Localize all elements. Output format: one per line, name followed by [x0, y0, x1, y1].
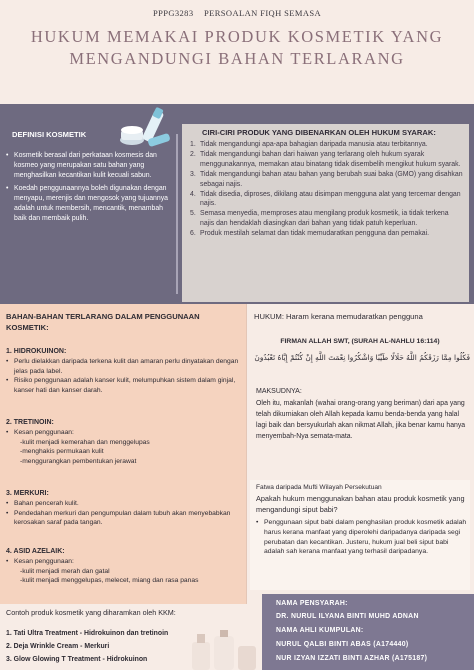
forbidden-ingredients-panel	[0, 304, 246, 604]
criteria-text: Tidak mengandungi bahan dari haiwan yang terlarang oleh hukum syarak menggunakannya, memakan atau binatang tidak disembelih mengikut hukum syarak.	[200, 150, 461, 168]
group-member: NUR IZYAN IZZATI BINTI AZHAR (A175187)	[276, 655, 428, 662]
ruling-heading: HUKUM: Haram kerana memudaratkan pengguna	[254, 312, 423, 321]
group-member: NURUL QALBI BINTI ABAS (A174440)	[276, 641, 409, 648]
fatwa-question: Apakah hukum menggunakan bahan atau produk kosmetik yang mengandungi siput babi?	[256, 494, 465, 514]
ingredient-line: -menggurangkan pembentukan jerawat	[20, 457, 137, 465]
divider-line	[176, 134, 178, 294]
ingredient-title: 2. TRETINOIN:	[6, 419, 54, 426]
example-item: 2. Deja Wrinkle Cream - Merkuri	[6, 643, 110, 650]
verse-meaning	[256, 388, 468, 442]
ingredient-title: 1. HIDROKUINON:	[6, 348, 67, 355]
criteria-item	[190, 170, 463, 190]
title-line-2: MENGANDUNGI BAHAN TERLARANG	[69, 49, 405, 68]
ingredient-line: • Kesan penggunaan:	[6, 557, 242, 567]
definition-list	[6, 151, 176, 224]
criteria-heading: CIRI-CIRI PRODUK YANG DIBENARKAN OLEH HUKUM SYARAK:	[202, 128, 436, 137]
criteria-text: Tidak disedia, diproses, dikilang atau disimpan mengguna alat yang tercemar dengan najis.	[200, 190, 461, 208]
criteria-list	[190, 140, 463, 239]
criteria-item	[190, 190, 463, 210]
ingredient-section-tretinoin	[6, 419, 242, 466]
ingredient-line: • Kesan penggunaan:	[6, 428, 242, 438]
criteria-number: 6.	[190, 230, 196, 238]
criteria-number: 2.	[190, 150, 196, 158]
ingredient-section-merkuri	[6, 490, 242, 528]
quran-reference: FIRMAN ALLAH SWT, (SURAH AL-NAHLU 16:114)	[280, 338, 440, 345]
definition-item: • Kosmetik berasal dari perkataan kosmesis dan kosmeo yang merupakan satu bahan yang menghasilkan kecantikan kulit kecuali sabun.	[6, 151, 176, 181]
column-divider	[246, 304, 247, 604]
ingredient-line: -kulit menjadi kemerahan dan menggelupas	[20, 438, 150, 446]
ingredient-title: 4. ASID AZELAIK:	[6, 548, 65, 555]
criteria-number: 4.	[190, 190, 196, 198]
ingredient-line: • Perlu dielakkan daripada terkena kulit dan amaran perlu dinyatakan dengan jelas pada label.	[6, 357, 242, 376]
criteria-number: 3.	[190, 170, 196, 178]
criteria-text: Tidak mengandungi apa-apa bahagian daripada manusia atau terbitannya.	[200, 141, 428, 148]
criteria-number: 5.	[190, 210, 196, 218]
meaning-label: MAKSUDNYA:	[256, 388, 302, 395]
criteria-text: Semasa menyedia, memproses atau mengilang produk kosmetik, ia tidak terkena najis dan hendaklah diasingkan dari bahan yang tidak patuh keperluan.	[200, 210, 449, 228]
forbidden-heading: BAHAN-BAHAN TERLARANG DALAM PENGGUNAAN KOSMETIK:	[6, 312, 200, 332]
ingredient-title: 3. MERKURI:	[6, 490, 49, 497]
examples-heading: Contoh produk kosmetik yang diharamkan oleh KKM:	[6, 608, 176, 617]
example-item: 1. Tati Ultra Treatment - Hidrokuinon dan tretinoin	[6, 630, 169, 637]
ingredient-line: -kulit menjadi menggelupas, melecet, miang dan rasa panas	[20, 577, 199, 585]
lecturer-label: NAMA PENSYARAH:	[276, 600, 348, 607]
fatwa-answer: • Penggunaan siput babi dalam penghasilan produk kosmetik adalah harus kerana manfaat yang diperolehi daripadanya daripada segi perubatan dan kecantikan. Justeru, hukum jual beli siput babi adalah sah kerana manfaat yang terhasil daripadanya.	[256, 518, 468, 557]
example-item: 3. Glow Glowing T Treatment - Hidrokuinon	[6, 656, 148, 663]
criteria-panel	[182, 124, 469, 302]
definition-item: • Koedah penggunaannya boleh digunakan dengan menyapu, merenjis dan mengosok yang tujuannya adalah untuk membersih, mencantik, menambah baik dan membaik pulih.	[6, 184, 176, 224]
criteria-text: Produk mestilah selamat dan tidak memudaratkan pengguna dan pemakai.	[200, 230, 430, 238]
ingredient-line: • Pendedahan merkuri dan pengumpulan dalam tubuh akan menyebabkan kerosakan saraf pada tangan.	[6, 509, 242, 528]
criteria-item	[190, 209, 463, 229]
criteria-item	[190, 140, 463, 150]
course-code: PPPG3283	[152, 8, 194, 18]
group-label: NAMA AHLI KUMPULAN:	[276, 627, 364, 634]
ingredient-line: -kulit menjadi merah dan gatal	[20, 567, 110, 575]
quran-verse-arabic: فَكُلُوا مِمَّا رَزَقَكُمُ اللَّهُ حَلَالًا طَيِّبًا وَاشْكُرُوا نِعْمَتَ اللَّهِ إِنْ كُنْتُمْ إِيَّاهُ تَعْبُدُونَ	[254, 353, 470, 362]
definition-heading: DEFINISI KOSMETIK	[12, 130, 87, 139]
ingredient-section-hidrokuinon	[6, 348, 242, 395]
definition-panel	[6, 130, 176, 300]
course-line	[0, 8, 474, 18]
course-name: PERSOALAN FIQH SEMASA	[204, 8, 322, 18]
meaning-text: Oleh itu, makanlah (wahai orang-orang yang beriman) dari apa yang telah dikurniakan oleh Allah kepada kamu benda-benda yang halal lagi baik dan bersyukurlah akan nikmat Allah, jika benar kamu hanya menyembah-Nya semata-mata.	[256, 400, 466, 440]
title-line-1: HUKUM MEMAKAI PRODUK KOSMETIK YANG	[30, 27, 444, 46]
ingredient-line: -menghakis permukaan kulit	[20, 448, 104, 456]
criteria-item	[190, 229, 463, 239]
ingredient-section-asid-azelaik	[6, 548, 242, 586]
ingredient-line: • Risiko penggunaan adalah kanser kulit, melumpuhkan sistem dalam ginjal, kanser hati dan kanser darah.	[6, 376, 242, 395]
lecturer-name: DR. NURUL ILYANA BINTI MUHD ADNAN	[276, 613, 419, 620]
poster-title	[20, 26, 454, 70]
ingredient-line: • Bahan pencerah kulit.	[6, 499, 242, 509]
fatwa-source: Fatwa daripada Mufti Wilayah Persekutuan	[256, 484, 382, 491]
criteria-number: 1.	[190, 141, 196, 148]
criteria-item	[190, 150, 463, 170]
cosmetic-bottles-icon	[188, 628, 260, 670]
criteria-text: Tidak mengandungi bahan atau bahan yang berubah suai baka (GMO) yang disahkan sebagai najis.	[200, 170, 463, 188]
